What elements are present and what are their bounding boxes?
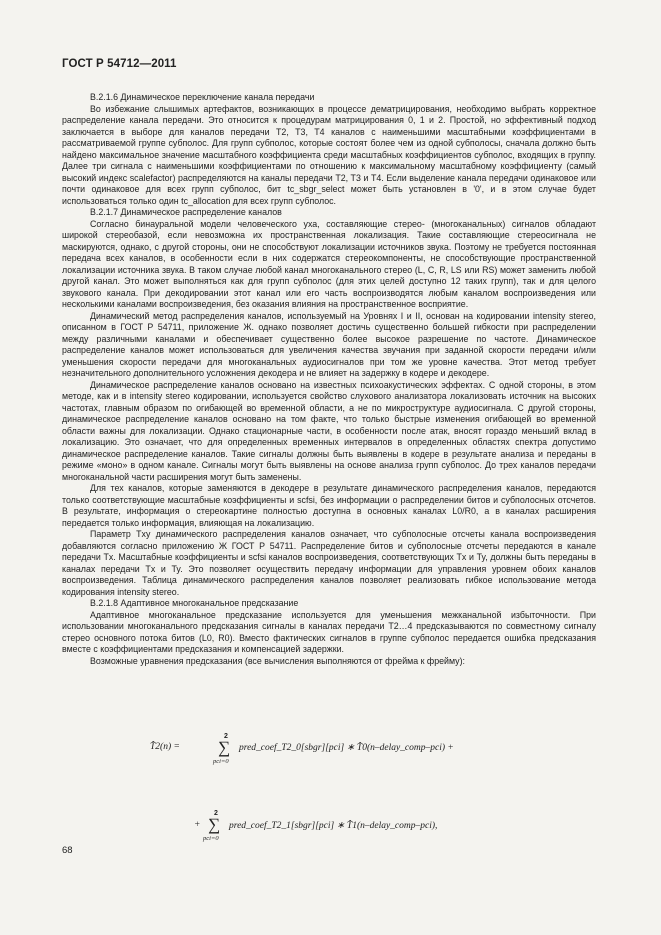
document-header: ГОСТ Р 54712—2011: [62, 58, 177, 70]
section-heading: В.2.1.7 Динамическое распределение каналов: [90, 207, 282, 217]
formula-line-1: pred_coef_T2_0[sbgr][pci] ∗ T̂0(n–delay_comp–pci) +: [239, 743, 454, 753]
paragraph: Возможные уравнения предсказания (все вычисления выполняются от фрейма к фрейму):: [90, 655, 465, 666]
paragraph: Динамическое распределение каналов основано на известных психоакустических эффектах. С одной стороны, в этом методе, как и в intensity stereo кодировании, используется свойство слухового анализатора локализовать источник на высоких частотах, главным образом по огибающей во временной области, а не по микроструктуре аудиосигнала. С другой стороны, динамическое распределение каналов основано на том факте, что только быстрые изменения огибающей во временной области важны для локализации. Однако стационарные части, в особенности после атак, вносят гораздо меньший вклад в локализацию. Это означает, что для определенных временных интервалов в определенных областях спектра допустимо динамическое распределение каналов. Такие сигналы должны быть выявлены в кодере в результате анализа и переданы в режиме «моно» в одном канале. Сигналы могут быть выявлены на основе анализа групп субполос. До трех каналов передачи многоканальной части расширения могут быть заменены.: [62, 379, 596, 482]
page-number: 68: [62, 845, 73, 856]
paragraph: Адаптивное многоканальное предсказание используется для уменьшения межканальной избыточности. При использовании многоканального предсказания сигналы в каналах передачи T2…4 предсказываются по совместному сигналу стерео основного потока битов (L0, R0). Вместо фактических сигналов в группе субполос передается ошибка предсказания вместе с коэффициентами предсказания и компенсацией задержки.: [62, 609, 596, 654]
section-heading: В.2.1.6 Динамическое переключение канала передачи: [90, 92, 315, 102]
paragraph: Динамический метод распределения каналов, используемый на Уровнях I и II, основан на кодировании intensity stereo, описанном в ГОСТ Р 54711, приложение Ж. однако позволяет достичь существенно большей гибкости при распределении между различными каналами и обеспечивает существенно более высокое разрешение по частоте. Динамическое распределение каналов может использоваться для увеличения качества звучания при заданной скорости передачи и/или уменьшения скорости передачи для многоканальных аудиосигналов при том же уровне качества. Этот метод требует незначительного дополнительного усложнения декодера и не влияет на задержку в кодере и декодере.: [62, 310, 596, 378]
sum-symbol-2: ∑: [208, 815, 221, 834]
sum-upper-limit: 2: [224, 733, 228, 740]
formula-line-2: pred_coef_T2_1[sbgr][pci] ∗ T̂1(n–delay_comp–pci),: [229, 821, 438, 831]
body-text: [62, 92, 596, 667]
paragraph: Согласно бинауральной модели человеческого уха, составляющие стерео- (многоканальных) сигналов обладают широкой стереобазой, если невозможна их пространственная локализация. Такие составляющие стереосигнала не маскируются, однако, с другой стороны, они не способствуют локализации источников звука. Поэтому не требуется постоянная передача всех каналов, в особенности если в них содержатся стереокомпоненты, не способствующие пространственной локализации источника звука. В таком случае любой канал многоканального стерео (L, C, R, LS или RS) может заменить любой другой канал. Это может выполняться как для групп субполос (для этих целей доступно 12 таких групп), так и для целого звукового канала. При декодировании этот канал или его часть воспроизводятся любым каналом воспроизведения или несколькими каналами воспроизведения, без оказания влияния на пространственное восприятие.: [62, 218, 596, 309]
formula-plus: +: [194, 820, 201, 830]
sum-lower-limit: pci=0: [213, 758, 229, 765]
sum-upper-limit-2: 2: [214, 810, 218, 817]
sum-symbol: ∑: [218, 738, 231, 757]
section-heading: В.2.1.8 Адаптивное многоканальное предсказание: [90, 598, 299, 608]
paragraph: Для тех каналов, которые заменяются в декодере в результате динамического распределения каналов, передаются только соответствующие масштабные коэффициенты и scfsi, без информации о распределении битов и субполосных отсчетов. В результате, информация о стереокартине полностью доступна в основных каналах L0/R0, а в каналах расширения передается только информация, влияющая на локализацию.: [62, 483, 596, 528]
paragraph: Параметр Txy динамического распределения каналов означает, что субполосные отсчеты канала воспроизведения добавляются согласно приложению Ж ГОСТ Р 54711. Распределение битов и субполосные отсчеты передаются в канале передачи Tx. Масштабные коэффициенты и scfsi каналов воспроизведения, соответствующих Tx и Ty, должны быть переданы в каналах передачи Tx и Ty. Это позволяет осуществить передачу информации для управления уровнем обоих каналов воспроизведения. Таблица динамического распределения каналов позволяет реализовать гибкое использование метода кодирования intensity stereo.: [62, 529, 596, 597]
paragraph: Во избежание слышимых артефактов, возникающих в процессе дематрицирования, необходимо выбрать корректное распределение канала передачи. Это относится к процедурам матрицирования 0, 1 и 2. Простой, но эффективный подход заключается в выборе для каналов передачи T2, T3, T4 каналов с наименьшими масштабными коэффициентами в рассматриваемой группе субполос. Для групп субполос, которые состоят более чем из одной субполосы, сначала должно быть найдено максимальное значение масштабного коэффициента среди масштабных коэффициентов субполос, входящих в группу. Далее три сигнала с наименьшими коэффициентами по отношению к максимальному масштабному коэффициенту (самый высокий индекс scalefactor) распределяются на каналы передачи T2, T3 и T4. Если выделение канала передачи одинаковое или почти одинаковое для всех групп субполос, бит tc_sbgr_select может быть установлен в '0', и в этом случае будет использоваться только один tc_allocation для всех групп субполос.: [62, 103, 596, 206]
formula-lhs: T̂2(n) =: [150, 742, 180, 752]
sum-lower-limit-2: pci=0: [203, 835, 219, 842]
